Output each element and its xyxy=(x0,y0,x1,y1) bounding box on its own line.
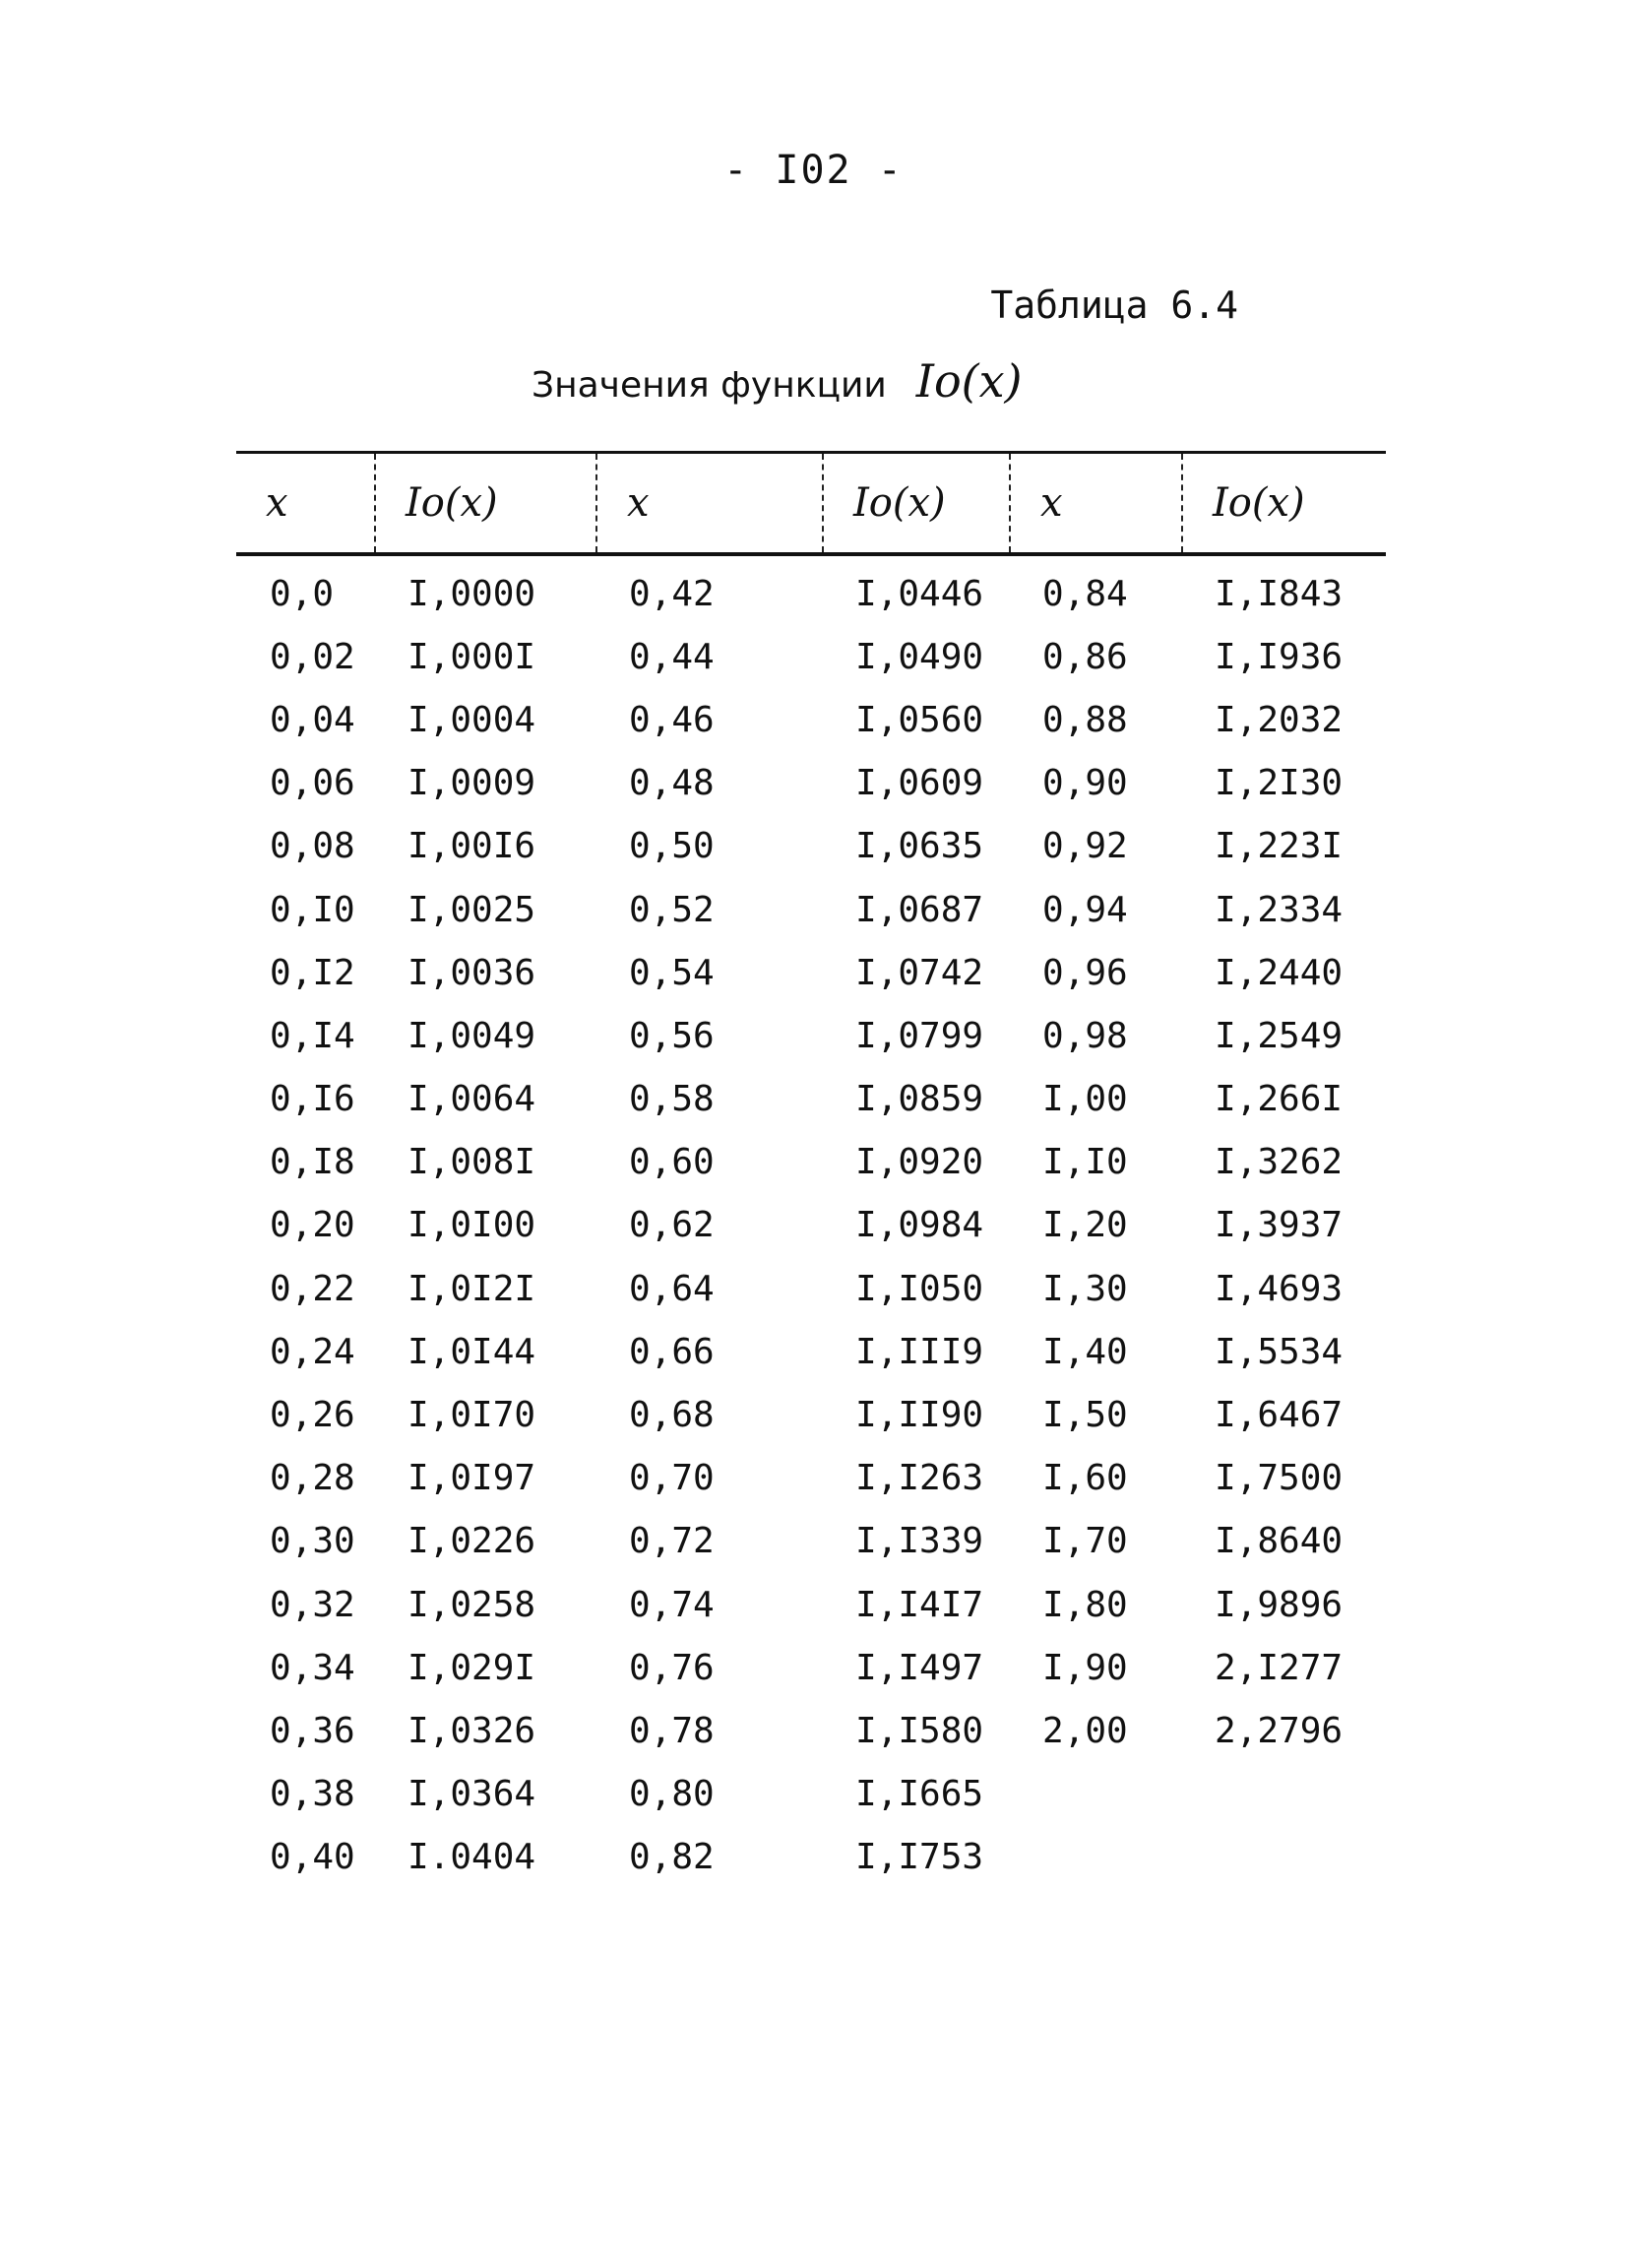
cell-func: I,I050 xyxy=(855,1268,984,1309)
cell-func: I,0609 xyxy=(855,763,984,804)
table-row xyxy=(236,1826,1386,1889)
table-body xyxy=(236,556,1386,1889)
cell-func: I,I753 xyxy=(855,1837,984,1878)
table-row xyxy=(236,878,1386,941)
cell-x: 0,64 xyxy=(629,1268,715,1309)
cell-func: 2,I277 xyxy=(1215,1647,1344,1688)
cell-x: 0,24 xyxy=(270,1331,355,1372)
cell-func: I,0490 xyxy=(855,636,984,677)
table-row xyxy=(236,562,1386,625)
cell-x: 0,48 xyxy=(629,763,715,804)
cell-x: 0,30 xyxy=(270,1521,355,1562)
cell-func: I,I339 xyxy=(855,1521,984,1562)
table-row xyxy=(236,815,1386,878)
cell-func: I,3262 xyxy=(1215,1142,1344,1183)
cell-x: 0,40 xyxy=(270,1837,355,1878)
cell-x: 0,46 xyxy=(629,699,715,740)
cell-func: I,2334 xyxy=(1215,889,1344,930)
cell-func: I,0004 xyxy=(407,699,536,740)
cell-func: I,4693 xyxy=(1215,1268,1344,1309)
cell-func: I,0326 xyxy=(407,1710,536,1751)
cell-func: I,0920 xyxy=(855,1142,984,1183)
cell-func: I,6467 xyxy=(1215,1395,1344,1436)
cell-func: I,0364 xyxy=(407,1774,536,1815)
cell-x: 0,86 xyxy=(1042,636,1128,677)
table-row xyxy=(236,1320,1386,1383)
header-func-1: Io(x) xyxy=(374,454,595,552)
cell-x: I,30 xyxy=(1042,1268,1128,1309)
cell-x: 0,22 xyxy=(270,1268,355,1309)
cell-x: 0,I0 xyxy=(270,889,355,930)
table-caption xyxy=(532,354,1023,408)
cell-func: I,0064 xyxy=(407,1079,536,1120)
cell-func: I,I580 xyxy=(855,1710,984,1751)
cell-func: I,5534 xyxy=(1215,1331,1344,1372)
cell-x: 0,66 xyxy=(629,1331,715,1372)
cell-func: I,0859 xyxy=(855,1079,984,1120)
cell-func: I,7500 xyxy=(1215,1458,1344,1499)
cell-x: I,80 xyxy=(1042,1584,1128,1625)
cell-x: I,20 xyxy=(1042,1205,1128,1246)
table-row xyxy=(236,1383,1386,1446)
page-number: - I02 - xyxy=(723,148,904,193)
cell-func: I,2440 xyxy=(1215,952,1344,993)
cell-x: 0,I2 xyxy=(270,952,355,993)
cell-x: 0,82 xyxy=(629,1837,715,1878)
cell-func: I,223I xyxy=(1215,826,1344,867)
cell-func: I,I4I7 xyxy=(855,1584,984,1625)
cell-func: I,0009 xyxy=(407,763,536,804)
caption-function: Io(x) xyxy=(915,354,1023,408)
header-func-2: Io(x) xyxy=(822,454,1009,552)
cell-x: 0,I8 xyxy=(270,1142,355,1183)
cell-func: I,3937 xyxy=(1215,1205,1344,1246)
cell-func: I,III9 xyxy=(855,1331,984,1372)
cell-x: 0,80 xyxy=(629,1774,715,1815)
cell-x: 0,I6 xyxy=(270,1079,355,1120)
cell-func: I,I665 xyxy=(855,1774,984,1815)
cell-func: I,0I2I xyxy=(407,1268,536,1309)
cell-x: 0,72 xyxy=(629,1521,715,1562)
cell-x: I,00 xyxy=(1042,1079,1128,1120)
cell-x: I,I0 xyxy=(1042,1142,1128,1183)
cell-func: I,0I70 xyxy=(407,1395,536,1436)
cell-x: 0,68 xyxy=(629,1395,715,1436)
cell-x: 0,62 xyxy=(629,1205,715,1246)
cell-x: 0,36 xyxy=(270,1710,355,1751)
cell-func: I,0049 xyxy=(407,1015,536,1056)
table-row xyxy=(236,1194,1386,1257)
table-row xyxy=(236,1257,1386,1320)
cell-x: I,90 xyxy=(1042,1647,1128,1688)
cell-x: 0,38 xyxy=(270,1774,355,1815)
table-row xyxy=(236,1636,1386,1699)
cell-func: I,I263 xyxy=(855,1458,984,1499)
cell-func: I,0025 xyxy=(407,889,536,930)
header-func-3: Io(x) xyxy=(1181,454,1386,552)
cell-x: I,60 xyxy=(1042,1458,1128,1499)
cell-func: I,266I xyxy=(1215,1079,1344,1120)
cell-x: 0,04 xyxy=(270,699,355,740)
cell-x: 0,28 xyxy=(270,1458,355,1499)
table-row xyxy=(236,1510,1386,1573)
cell-func: I,0742 xyxy=(855,952,984,993)
header-x-1: x xyxy=(266,480,288,526)
table-row xyxy=(236,1573,1386,1636)
cell-x: 0,42 xyxy=(629,573,715,614)
cell-x: 0,02 xyxy=(270,636,355,677)
header-x-2: x xyxy=(595,454,822,552)
cell-x: 0,I4 xyxy=(270,1015,355,1056)
cell-x: 0,88 xyxy=(1042,699,1128,740)
cell-x: 0,76 xyxy=(629,1647,715,1688)
caption-text: Значения функции xyxy=(532,365,887,406)
cell-x: 0,92 xyxy=(1042,826,1128,867)
table-row xyxy=(236,688,1386,751)
cell-x: I,50 xyxy=(1042,1395,1128,1436)
table-row xyxy=(236,1763,1386,1826)
cell-x: 0,50 xyxy=(629,826,715,867)
table-header xyxy=(236,454,1386,552)
cell-x: 0,56 xyxy=(629,1015,715,1056)
table-row xyxy=(236,1447,1386,1510)
cell-x: 0,34 xyxy=(270,1647,355,1688)
cell-func: I,0446 xyxy=(855,573,984,614)
cell-x: I,70 xyxy=(1042,1521,1128,1562)
cell-x: 0,74 xyxy=(629,1584,715,1625)
cell-func: I,I936 xyxy=(1215,636,1344,677)
table-row xyxy=(236,1068,1386,1131)
cell-func: I,008I xyxy=(407,1142,536,1183)
table-row xyxy=(236,1004,1386,1067)
cell-func: I,II90 xyxy=(855,1395,984,1436)
cell-x: 0,90 xyxy=(1042,763,1128,804)
values-table xyxy=(236,451,1386,1889)
cell-func: I,00I6 xyxy=(407,826,536,867)
cell-x: 0,58 xyxy=(629,1079,715,1120)
cell-x: I,40 xyxy=(1042,1331,1128,1372)
cell-func: I,0226 xyxy=(407,1521,536,1562)
cell-x: 0,94 xyxy=(1042,889,1128,930)
cell-func: I,000I xyxy=(407,636,536,677)
cell-x: 0,96 xyxy=(1042,952,1128,993)
table-row xyxy=(236,1131,1386,1194)
cell-x: 0,06 xyxy=(270,763,355,804)
cell-x: 0,52 xyxy=(629,889,715,930)
cell-x: 0,54 xyxy=(629,952,715,993)
cell-x: 0,78 xyxy=(629,1710,715,1751)
cell-func: I,0I97 xyxy=(407,1458,536,1499)
cell-func: I,0687 xyxy=(855,889,984,930)
table-row xyxy=(236,1699,1386,1762)
cell-x: 0,44 xyxy=(629,636,715,677)
cell-x: 0,20 xyxy=(270,1205,355,1246)
cell-func: I,0799 xyxy=(855,1015,984,1056)
table-label: Таблица 6.4 xyxy=(990,284,1238,327)
cell-func: I,0560 xyxy=(855,699,984,740)
cell-func: I,0258 xyxy=(407,1584,536,1625)
cell-func: I,I843 xyxy=(1215,573,1344,614)
cell-x: 2,00 xyxy=(1042,1710,1128,1751)
cell-func: I,9896 xyxy=(1215,1584,1344,1625)
cell-func: I,8640 xyxy=(1215,1521,1344,1562)
cell-func: I,0I44 xyxy=(407,1331,536,1372)
cell-func: I,0635 xyxy=(855,826,984,867)
cell-x: 0,26 xyxy=(270,1395,355,1436)
table-row xyxy=(236,941,1386,1004)
cell-func: I,0984 xyxy=(855,1205,984,1246)
cell-func: I,0I00 xyxy=(407,1205,536,1246)
cell-x: 0,60 xyxy=(629,1142,715,1183)
cell-x: 0,0 xyxy=(270,573,335,614)
table-row xyxy=(236,752,1386,815)
cell-func: I,029I xyxy=(407,1647,536,1688)
cell-x: 0,84 xyxy=(1042,573,1128,614)
cell-func: 2,2796 xyxy=(1215,1710,1344,1751)
cell-func: I,0036 xyxy=(407,952,536,993)
cell-func: I.0404 xyxy=(407,1837,536,1878)
cell-func: I,0000 xyxy=(407,573,536,614)
cell-x: 0,08 xyxy=(270,826,355,867)
cell-func: I,I497 xyxy=(855,1647,984,1688)
cell-func: I,2032 xyxy=(1215,699,1344,740)
cell-x: 0,32 xyxy=(270,1584,355,1625)
cell-x: 0,98 xyxy=(1042,1015,1128,1056)
cell-x: 0,70 xyxy=(629,1458,715,1499)
cell-func: I,2I30 xyxy=(1215,763,1344,804)
table-row xyxy=(236,625,1386,688)
cell-func: I,2549 xyxy=(1215,1015,1344,1056)
header-x-3: x xyxy=(1009,454,1181,552)
